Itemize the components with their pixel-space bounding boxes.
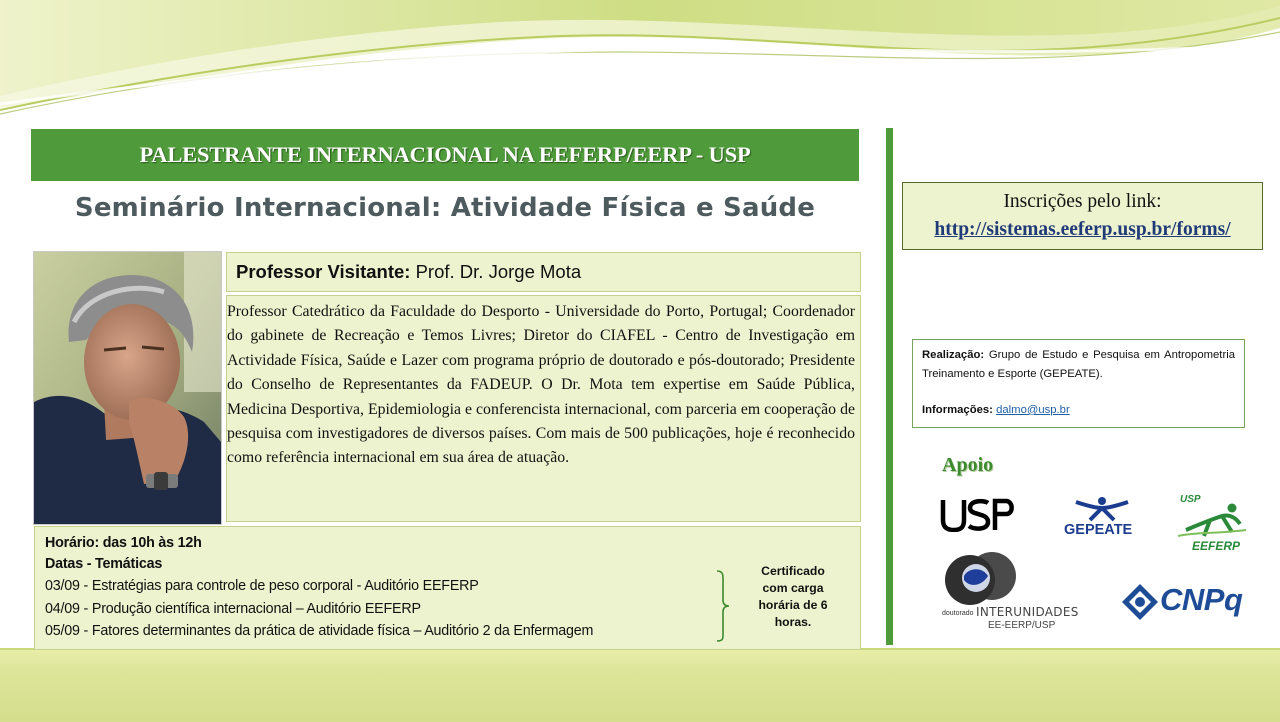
visitor-label: Professor Visitante: xyxy=(236,261,411,282)
certificate-note xyxy=(748,563,838,631)
cnpq-logo-text: CNPq xyxy=(1160,582,1243,617)
cnpq-logo xyxy=(1120,580,1260,624)
certificate-line: horas. xyxy=(774,615,812,629)
speaker-photo xyxy=(33,251,222,525)
cnpq-emblem-icon xyxy=(1120,582,1160,622)
visitor-box xyxy=(226,252,861,292)
realizacao-label: Realização: xyxy=(922,349,985,361)
gepeate-logo-text: GEPEATE xyxy=(1064,522,1133,538)
schedule-time: Horário: das 10h às 12h xyxy=(45,535,202,551)
info-email-link[interactable]: dalmo@usp.br xyxy=(996,404,1070,416)
person-photo-icon xyxy=(34,252,221,524)
schedule-header: Datas - Temáticas xyxy=(45,556,163,572)
top-wave-decoration xyxy=(0,0,1280,120)
banner-title: PALESTRANTE INTERNACIONAL NA EEFERP/EERP - USP xyxy=(31,129,859,181)
certificate-line: com carga xyxy=(762,581,824,595)
realizacao-description: Grupo de Estudo e Pesquisa em Antropometria Treinamento e Esporte (GEPEATE). xyxy=(922,349,1235,381)
realizacao-box xyxy=(912,339,1245,428)
bottom-band-decoration xyxy=(0,648,1280,722)
usp-logo-icon xyxy=(940,498,1016,532)
speaker-name: Prof. Dr. Jorge Mota xyxy=(415,261,582,282)
apoio-heading: Apoio xyxy=(942,454,994,476)
interunidades-subtext: EE-EERP/USP xyxy=(988,620,1056,631)
seminar-title: Seminário Internacional: Atividade Física e Saúde xyxy=(74,193,816,223)
interunidades-small-text: doutorado xyxy=(942,610,974,617)
runner-icon xyxy=(1176,502,1252,538)
bio-box xyxy=(226,295,861,522)
speaker-bio: Professor Catedrático da Faculdade do Desporto - Universidade do Porto, Portugal; Coordenador do gabinete de Recreação e Temos Livres; Diretor do CIAFEL - Centro de Investigação em Actividade Física, Saúde e Lazer com programa próprio de doutorado e pós-doutorado; Presidente do Conselho de Representantes da FADEUP. O Dr. Mota tem expertise em Saúde Pública, Medicina Desportiva, Epidemiologia e conferencista internacional, com parceria em cooperação de pesquisa com investigadores de diversos países. Com mais de 500 publicações, hoje é reconhecido como referência internacional em sua área de atuação. xyxy=(227,303,855,467)
signup-box xyxy=(902,182,1263,250)
info-line xyxy=(922,404,1070,416)
eeferp-usp-text: USP xyxy=(1180,494,1201,505)
signup-link[interactable]: http://sistemas.eeferp.usp.br/forms/ xyxy=(934,219,1231,240)
brace-icon xyxy=(716,570,730,642)
usp-logo-text xyxy=(940,534,942,535)
certificate-line: horária de 6 xyxy=(758,598,828,612)
usp-logo xyxy=(940,498,1016,532)
interunidades-text: INTERUNIDADES xyxy=(976,605,1079,619)
schedule-box xyxy=(34,526,861,650)
interunidades-logo xyxy=(940,550,1080,634)
eeferp-logo xyxy=(1176,494,1256,556)
realizacao-text xyxy=(922,346,1235,385)
interunidades-circles-icon xyxy=(940,550,1022,606)
visitor-line xyxy=(236,261,581,283)
signup-label: Inscrições pelo link: xyxy=(1003,191,1162,212)
schedule-session: 03/09 - Estratégias para controle de peso corporal - Auditório EEFERP xyxy=(45,578,479,594)
certificate-line: Certificado xyxy=(761,564,825,578)
gepeate-logo xyxy=(1062,496,1142,540)
schedule-session: 05/09 - Fatores determinantes da prática de atividade física – Auditório 2 da Enfermagem xyxy=(45,623,594,639)
vertical-divider xyxy=(886,128,893,645)
info-label: Informações: xyxy=(922,404,993,416)
schedule-session: 04/09 - Produção científica internacional – Auditório EEFERP xyxy=(45,601,421,617)
eeferp-logo-text: EEFERP xyxy=(1192,539,1241,553)
gepeate-figure-icon xyxy=(1062,496,1142,522)
